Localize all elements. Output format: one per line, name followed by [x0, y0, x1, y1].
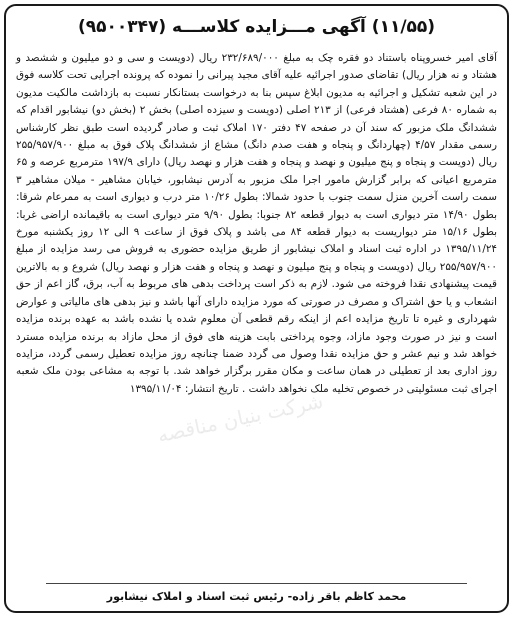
notice-body: آقای امیر خسروپناه باستناد دو فقره چک به مبلغ ۲۳۲/۶۸۹/۰۰۰ ریال (دویست و سی و دو میلیون و ششصد و هشتاد و نه هزار ریال) تقاضای صدور اجرائیه علیه آقای مجید پیرانی را نموده که پرونده اجرایی تحت کلاسه فوق در این شعبه تشکیل و اجرائیه به مدیون ابلاغ سپس بنا به درخواست بستانکار نسبت به بازداشت مالکیت مدیون به شماره ۸۰ فرعی (هشتاد فرعی) از ۲۱۳ اصلی (دویست و سیزده اصلی) بخش ۲ (بخش دو) نیشابور اقدام که ششدانگ ملک مزبور که سند آن در صفحه ۴۷ دفتر ۱۷۰ املاک ثبت و صادر گردیده است طبق نظر کارشناس رسمی مقدار ۴/۵۷ (چهاردانگ و پنجاه و هفت صدم دانگ) مشاع از ششدانگ پلاک فوق به مبلغ ۲۵۵/۹۵۷/۹۰۰ ریال (دویست و پنجاه و پنج میلیون و نهصد و پنجاه و هفت هزار و نهصد ریال) دارای ۱۹۷/۹ مترمربع عرصه و ۶۵ مترمربع اعیانی که برابر گزارش مامور اجرا ملک مزبور به آدرس نیشابور، خیابان مشاهیر - میلان مشاهیر ۳ سمت راست آخرین منزل سمت جنوب با حدود شمالا: بطول ۱۰/۲۶ متر درب و دیواری است به ممرعام شرقا: بطول ۱۴/۹۰ متر دیواری است به دیوار قطعه ۸۲ جنوبا: بطول ۹/۹۰ متر دیواری است به باقیمانده اراضی غربا: بطول ۱۵/۱۶ متر دیواریست به دیوار قطعه ۸۴ می باشد و پلاک فوق از ساعت ۹ الی ۱۲ روز یکشنبه مورخ ۱۳۹۵/۱۱/۲۴ در اداره ثبت اسناد و املاک نیشابور از طریق مزایده حضوری به فروش می رسد مزایده از مبلغ ۲۵۵/۹۵۷/۹۰۰ ریال (دویست و پنجاه و پنج میلیون و نهصد و پنجاه و هفت هزار و نهصد ریال) شروع و به بالاترین قیمت پیشنهادی نقدا فروخته می شود. لازم به ذکر است پرداخت بدهی های مربوط به آب، برق، گاز اعم از حق انشعاب و یا حق اشتراک و مصرف در صورتی که مورد مزایده دارای آنها باشد و نیز بدهی های مالیاتی و عوارض شهرداری و غیره تا تاریخ مزایده اعم از اینکه رقم قطعی آن معلوم شده یا نشده باشد به عهده برنده مزایده است و نیز در صورت وجود مازاد، وجوه پرداختی بابت هزینه های فوق از محل مازاد به برنده مزایده مسترد خواهد شد و نیم عشر و حق مزایده نقدا وصول می گردد ضمنا چنانچه روز مزایده تعطیل رسمی گردد، مزایده روز اداری بعد از تعطیلی در همان ساعت و مکان مقرر برگزار خواهد شد. با توجه به مشاعی بودن ملک شعبه اجرای ثبت مسئولیتی در خصوص تخلیه ملک نخواهد داشت . تاریخ انتشار: ۱۳۹۵/۱۱/۰۴ — [16, 52, 498, 395]
notice-title: (۱۱/۵۵) آگهی مـــزایده کلاســـه (۹۵۰۰۳۴۷) — [77, 17, 436, 37]
watermark: شرکت بنیان مناقصه — [155, 388, 326, 448]
notice-signature: محمد کاظم باقر زاده- رئیس ثبت اسناد و املاک نیشابور — [106, 590, 407, 603]
notice-frame — [4, 4, 509, 613]
signature-divider — [46, 583, 467, 584]
